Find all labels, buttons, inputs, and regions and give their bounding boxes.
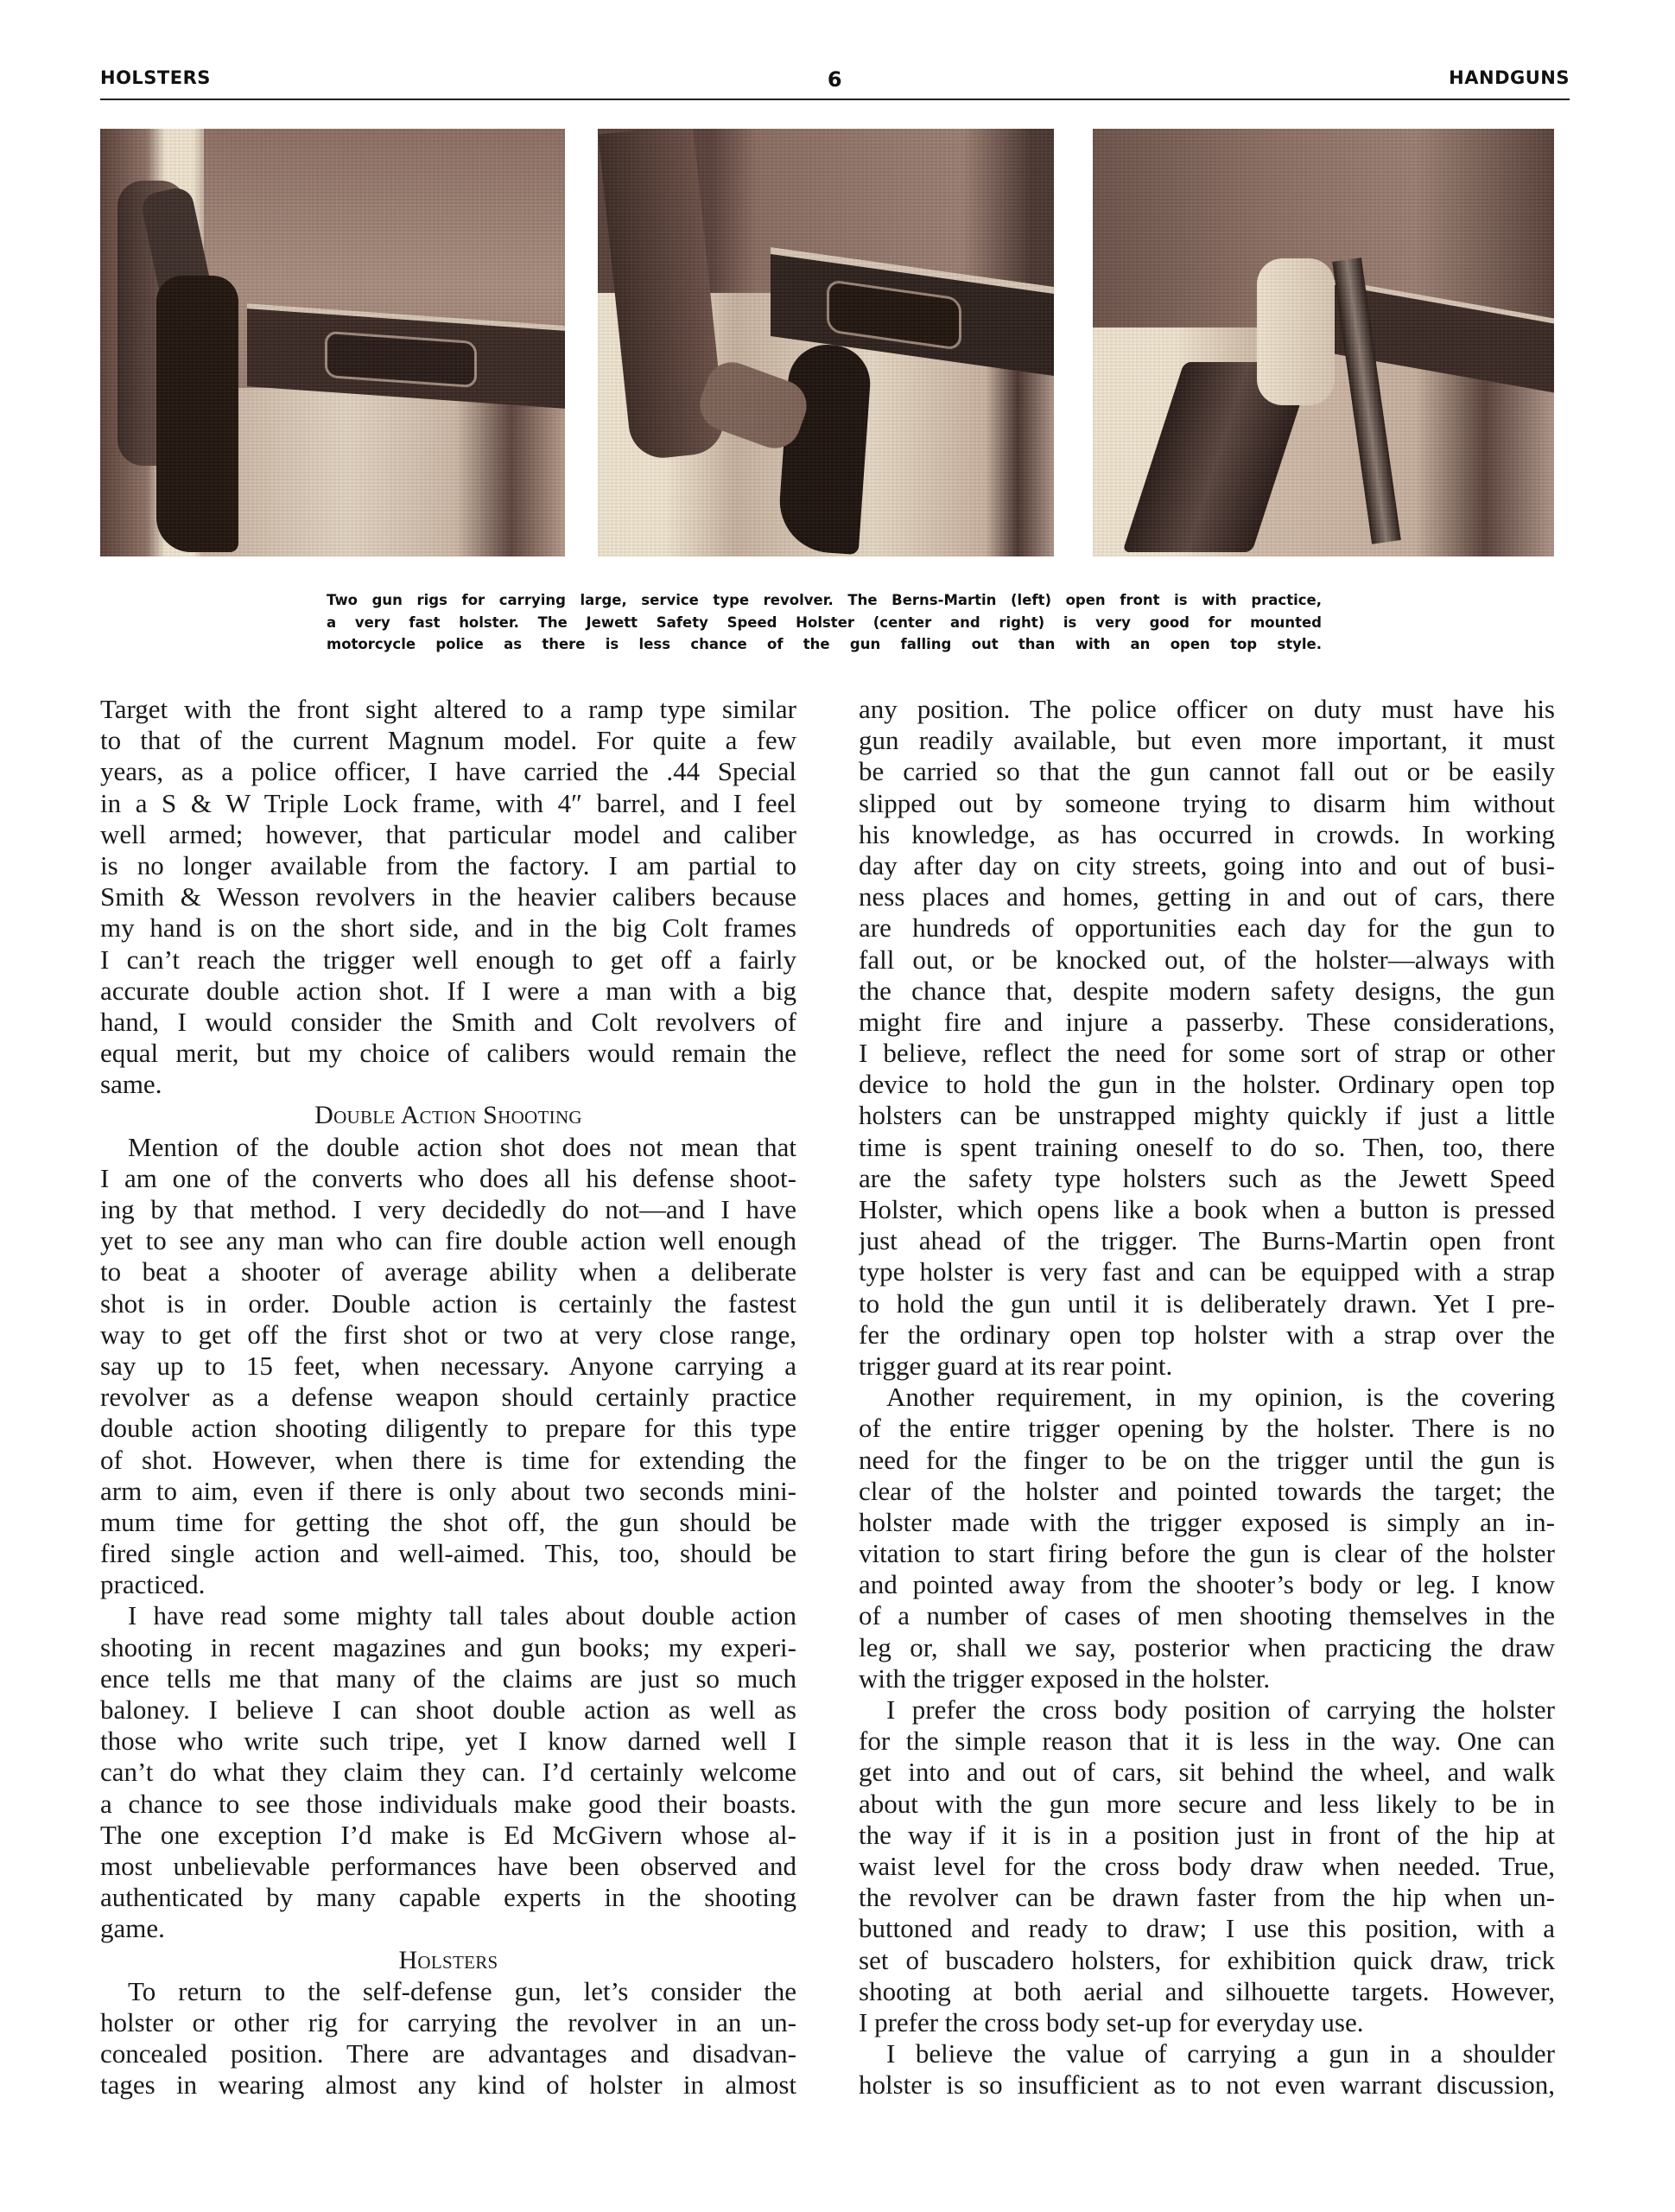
text-line: The one exception I’d make is Ed McGivern whose al- [100, 1819, 796, 1850]
text-line: with the trigger exposed in the holster. [859, 1662, 1271, 1694]
text-line: Smith & Wesson revolvers in the heavier calibers because [100, 881, 796, 912]
text-line: to that of the current Magnum model. For quite a few [100, 725, 796, 756]
caption-line: motorcycle police as there is less chance of the gun falling out than with an open top style. [327, 636, 1322, 652]
text-line: of a number of cases of men shooting themselves in the [859, 1600, 1555, 1631]
text-line: shooting in recent magazines and gun books; my experi- [100, 1631, 796, 1662]
text-line: practiced. [100, 1569, 206, 1600]
text-line: arm to aim, even if there is only about two seconds mini- [100, 1475, 796, 1506]
text-line: need for the finger to be on the trigger until the gun is [859, 1444, 1555, 1475]
text-line: waist level for the cross body draw when needed. True, [859, 1850, 1555, 1881]
text-line: my hand is on the short side, and in the big Colt frames [100, 912, 796, 944]
text-line: accurate double action shot. If I were a man with a big [100, 975, 796, 1006]
text-line: the way if it is in a position just in front of the hip at [859, 1819, 1555, 1850]
text-line: fired single action and well-aimed. This, too, should be [100, 1538, 796, 1569]
text-line: holster made with the trigger exposed is simply an in- [859, 1506, 1555, 1537]
text-line: holsters can be unstrapped mighty quickly if just a little [859, 1100, 1555, 1131]
caption-line: a very fast holster. The Jewett Safety Speed Holster (center and right) is very good for mounted [327, 613, 1322, 631]
text-line: baloney. I believe I can shoot double action as well as [100, 1694, 796, 1725]
section-heading: Double Action Shooting [314, 1101, 582, 1130]
photo-left-berns-martin-holster [100, 129, 565, 556]
text-line: ence tells me that many of the claims are just so much [100, 1662, 796, 1694]
text-line: type holster is very fast and can be equipped with a strap [859, 1256, 1555, 1287]
text-line: might fire and injure a passerby. These considerations, [859, 1006, 1555, 1037]
text-line: buttoned and ready to draw; I use this position, with a [859, 1913, 1555, 1944]
text-line: same. [100, 1069, 162, 1100]
text-line: equal merit, but my choice of calibers would remain the [100, 1038, 796, 1069]
text-line: I prefer the cross body set-up for everyday use. [859, 2006, 1364, 2037]
text-line: ing by that method. I very decidedly do not—and I have [100, 1194, 796, 1224]
text-line: game. [100, 1913, 165, 1944]
text-line: years, as a police officer, I have carried the .44 Special [100, 756, 796, 787]
paragraph-first-line: To return to the self-defense gun, let’s consider the [128, 1975, 796, 2006]
text-line: for the simple reason that it is less in the way. One can [859, 1726, 1555, 1757]
text-line: shot is in order. Double action is certainly the fastest [100, 1287, 796, 1319]
running-head-book-title: HANDGUNS [1449, 67, 1570, 88]
text-line: about with the gun more secure and less likely to be in [859, 1788, 1555, 1819]
text-line: his knowledge, as has occurred in crowds. In working [859, 818, 1555, 849]
text-line: tages in wearing almost any kind of holster in almost [100, 2069, 796, 2101]
text-line: the revolver can be drawn faster from the hip when un- [859, 1882, 1555, 1913]
text-line: most unbelievable performances have been observed and [100, 1850, 796, 1881]
text-line: of shot. However, when there is time for extending the [100, 1444, 796, 1475]
text-line: to beat a shooter of average ability when a deliberate [100, 1256, 796, 1287]
header-rule [100, 99, 1570, 100]
running-head-section-title: HOLSTERS [100, 67, 211, 88]
text-line: just ahead of the trigger. The Burns-Martin open front [859, 1225, 1555, 1256]
text-line: trigger guard at its rear point. [859, 1350, 1173, 1381]
body-column-left [100, 694, 796, 2101]
photo-grain [598, 129, 1054, 556]
text-line: to hold the gun until it is deliberately drawn. Yet I pre- [859, 1287, 1555, 1319]
text-line: are hundreds of opportunities each day for the gun to [859, 912, 1555, 944]
photo-right-jewett-holster-open [1093, 129, 1554, 556]
text-line: any position. The police officer on duty must have his [859, 694, 1555, 724]
text-line: can’t do what they claim they can. I’d certainly welcome [100, 1757, 796, 1788]
text-line: in a S & W Triple Lock frame, with 4″ barrel, and I feel [100, 787, 796, 818]
section-heading: Holsters [398, 1945, 498, 1974]
paragraph-first-line: I have read some mighty tall tales about double action [128, 1600, 796, 1631]
text-line: get into and out of cars, sit behind the wheel, and walk [859, 1757, 1555, 1788]
text-line: time is spent training oneself to do so. Then, too, there [859, 1131, 1555, 1162]
text-line: be carried so that the gun cannot fall out or be easily [859, 756, 1555, 787]
text-line: a chance to see those individuals make good their boasts. [100, 1788, 796, 1819]
text-line: day after day on city streets, going into and out of busi- [859, 849, 1555, 880]
text-line: ness places and homes, getting in and out of cars, there [859, 881, 1555, 912]
page-number: 6 [827, 67, 843, 92]
text-line: of the entire trigger opening by the holster. There is no [859, 1413, 1555, 1444]
text-line: is no longer available from the factory. I am partial to [100, 849, 796, 880]
text-line: fall out, or be knocked out, of the holster—always with [859, 944, 1555, 975]
paragraph-first-line: I believe the value of carrying a gun in a shoulder [886, 2038, 1555, 2069]
text-line: well armed; however, that particular model and caliber [100, 818, 796, 849]
paragraph-first-line: Mention of the double action shot does not mean that [128, 1131, 796, 1162]
text-line: leg or, shall we say, posterior when practicing the draw [859, 1631, 1555, 1662]
running-head [100, 67, 1570, 93]
text-line: double action shooting diligently to prepare for this type [100, 1413, 796, 1444]
text-line: and pointed away from the shooter’s body or leg. I know [859, 1569, 1555, 1600]
text-line: shooting at both aerial and silhouette targets. However, [859, 1975, 1555, 2006]
text-line: slipped out by someone trying to disarm him without [859, 787, 1555, 818]
text-line: are the safety type holsters such as the Jewett Speed [859, 1162, 1555, 1193]
text-line: say up to 15 feet, when necessary. Anyone carrying a [100, 1350, 796, 1381]
paragraph-first-line: Another requirement, in my opinion, is the covering [886, 1382, 1555, 1413]
text-line: set of buscadero holsters, for exhibition quick draw, trick [859, 1944, 1555, 1975]
text-line: revolver as a defense weapon should certainly practice [100, 1382, 796, 1413]
text-line: vitation to start firing before the gun is clear of the holster [859, 1538, 1555, 1569]
text-line: mum time for getting the shot off, the gun should be [100, 1506, 796, 1537]
text-line: I believe, reflect the need for some sort of strap or other [859, 1038, 1555, 1069]
photo-caption [327, 589, 1322, 656]
text-line: Target with the front sight altered to a ramp type similar [100, 694, 796, 724]
text-line: holster or other rig for carrying the revolver in an un- [100, 2006, 796, 2037]
text-line: clear of the holster and pointed towards the target; the [859, 1475, 1555, 1506]
text-line: hand, I would consider the Smith and Colt revolvers of [100, 1006, 796, 1037]
text-line: holster is so insufficient as to not even warrant discussion, [859, 2069, 1555, 2101]
text-line: fer the ordinary open top holster with a strap over the [859, 1319, 1555, 1350]
body-column-right [859, 694, 1555, 2101]
text-line: gun readily available, but even more important, it must [859, 725, 1555, 756]
caption-line: Two gun rigs for carrying large, service type revolver. The Berns-Martin (left) open front is with practice, [327, 592, 1322, 608]
text-line: the chance that, despite modern safety designs, the gun [859, 975, 1555, 1006]
text-line: way to get off the first shot or two at very close range, [100, 1319, 796, 1350]
photo-grain [100, 129, 565, 556]
text-line: authenticated by many capable experts in the shooting [100, 1882, 796, 1913]
text-line: I am one of the converts who does all his defense shoot- [100, 1162, 796, 1193]
photo-center-jewett-holster [598, 129, 1054, 556]
text-line: Holster, which opens like a book when a button is pressed [859, 1194, 1555, 1224]
text-line: I can’t reach the trigger well enough to get off a fairly [100, 944, 796, 975]
text-line: yet to see any man who can fire double action well enough [100, 1225, 796, 1256]
text-line: concealed position. There are advantages and disadvan- [100, 2038, 796, 2069]
text-line: those who write such tripe, yet I know darned well I [100, 1726, 796, 1757]
paragraph-first-line: I prefer the cross body position of carrying the holster [886, 1694, 1555, 1725]
text-line: device to hold the gun in the holster. Ordinary open top [859, 1069, 1555, 1100]
photo-grain [1093, 129, 1554, 556]
